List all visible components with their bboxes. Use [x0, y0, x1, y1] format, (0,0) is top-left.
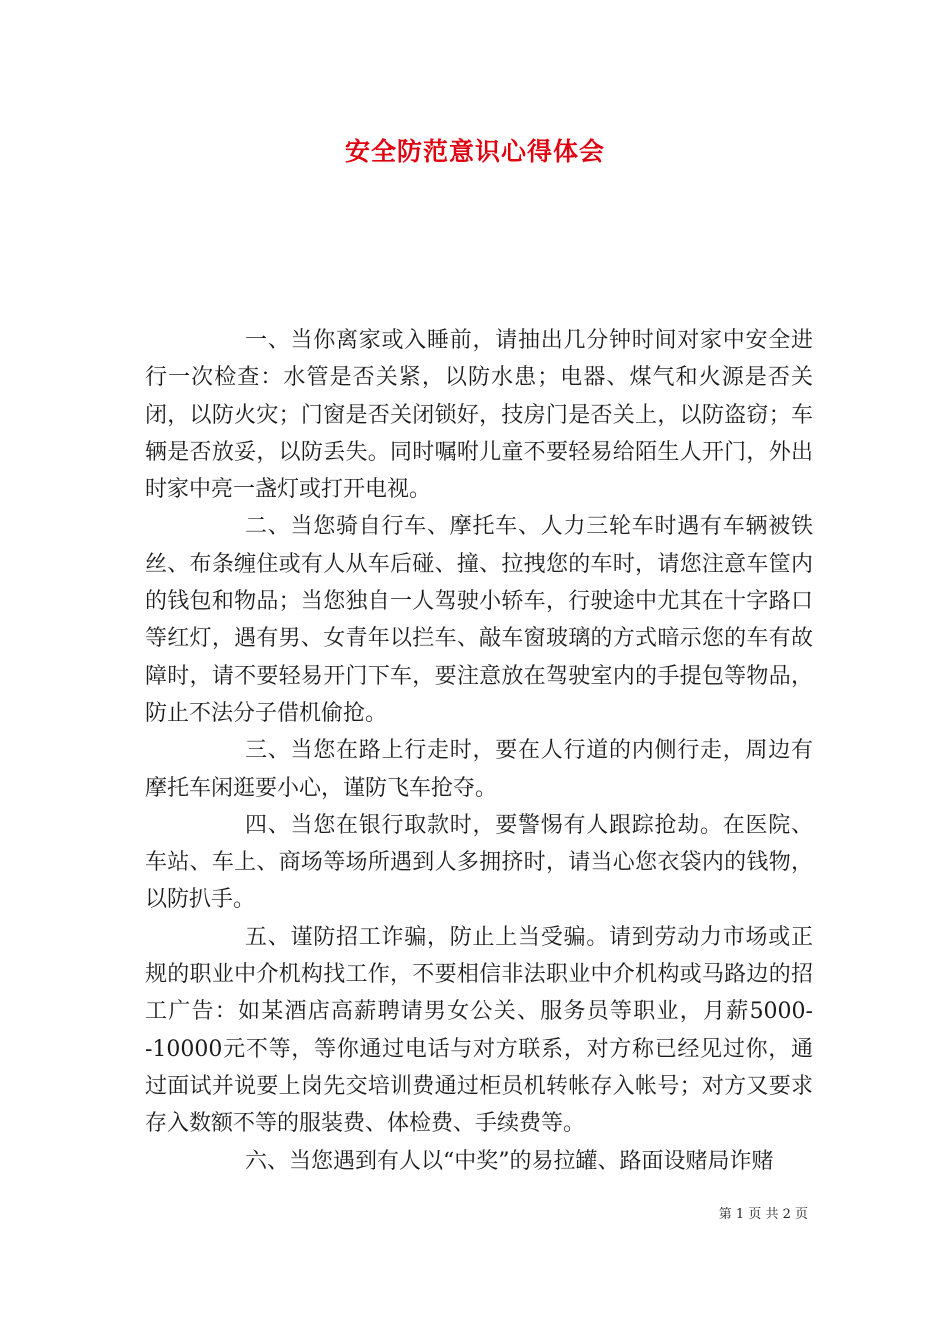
paragraph-1: 一、当你离家或入睡前，请抽出几分钟时间对家中安全进行一次检查：水管是否关紧，以防水患；电器、煤气和火源是否关闭，以防火灾；门窗是否关闭锁好，技房门是否关上，以防盗窃；车辆是否放妥，以防丢失。同时嘱咐儿童不要轻易给陌生人开门，外出时家中亮一盏灯或打开电视。 — [145, 328, 813, 503]
paragraph-4: 四、当您在银行取款时，要警惕有人跟踪抢劫。在医院、车站、车上、商场等场所遇到人多拥挤时，请当心您衣袋内的钱物，以防扒手。 — [145, 812, 813, 913]
document-title: 安全防范意识心得体会 — [344, 137, 605, 166]
page-number-footer: 第 1 页 共 2 页 — [718, 1207, 808, 1222]
paragraph-2: 二、当您骑自行车、摩托车、人力三轮车时遇有车辆被铁丝、布条缠住或有人从车后碰、撞、拉拽您的车时，请您注意车筐内的钱包和物品；当您独自一人驾驶小轿车，行驶途中尤其在十字路口等红灯，遇有男、女青年以拦车、敲车窗玻璃的方式暗示您的车有故障时，请不要轻易开门下车，要注意放在驾驶室内的手提包等物品，防止不法分子借机偷抢。 — [145, 514, 813, 726]
paragraph-5: 五、谨防招工诈骗，防止上当受骗。请到劳动力市场或正规的职业中介机构找工作，不要相信非法职业中介机构或马路边的招工广告：如某酒店高薪聘请男女公关、服务员等职业，月薪5000--10000元不等，等你通过电话与对方联系，对方称已经见过你，通过面试并说要上岗先交培训费通过柜员机转帐存入帐号；对方又要求存入数额不等的服装费、体检费、手续费等。 — [145, 924, 813, 1137]
paragraph-6: 六、当您遇到有人以“中奖”的易拉罐、路面设赌局诈赌 — [245, 1148, 774, 1174]
paragraph-3: 三、当您在路上行走时，要在人行道的内侧行走，周边有摩托车闲逛要小心，谨防飞车抢夺。 — [145, 738, 813, 801]
document-body — [145, 322, 813, 1180]
